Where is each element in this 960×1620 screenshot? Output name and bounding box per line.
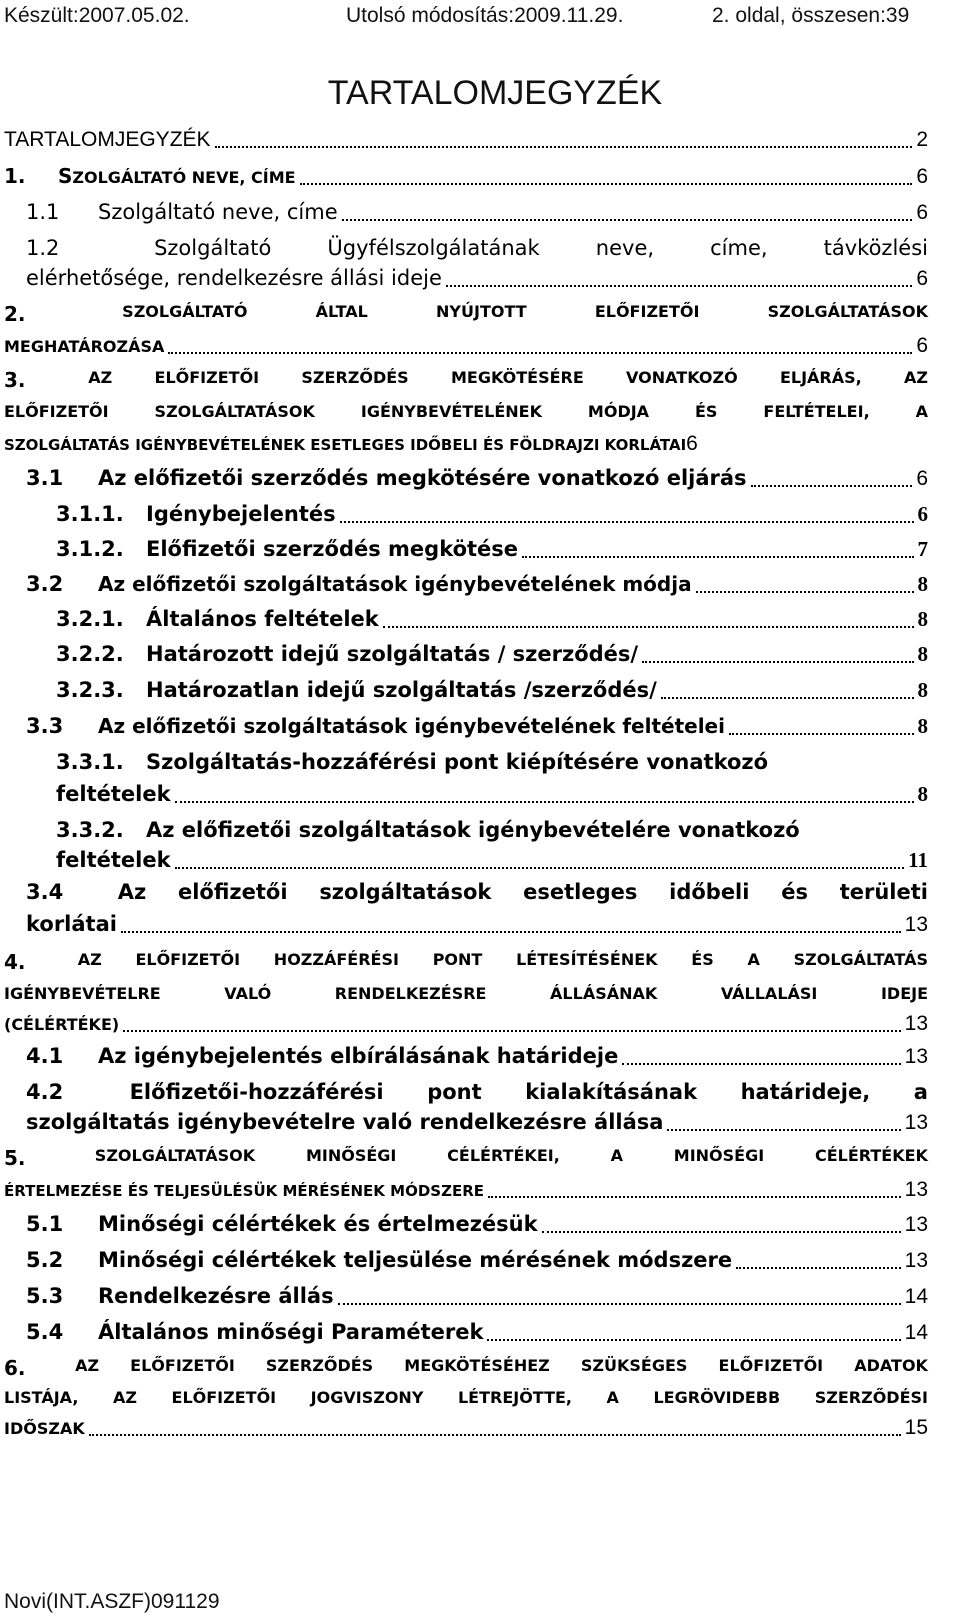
leader-dots (488, 1196, 901, 1198)
leader-dots (215, 146, 913, 148)
toc-entry-5-2[interactable]: 5.2 Minőségi célértékek teljesülése mérésének módszere 13 (26, 1248, 928, 1272)
toc-entry-5-4[interactable]: 5.4 Általános minőségi Paraméterek 14 (26, 1320, 928, 1344)
leader-dots (622, 1063, 900, 1065)
leader-dots (736, 1267, 900, 1269)
leader-dots (89, 1434, 901, 1436)
leader-dots (729, 733, 914, 735)
toc-entry-2-cont[interactable]: MEGHATÁROZÁSA 6 (4, 334, 928, 357)
leader-dots (121, 931, 901, 933)
toc-entry-3-4[interactable]: 3.4 Az előfizetői szolgáltatások esetleges időbeli és területi (26, 880, 928, 904)
leader-dots (542, 1231, 901, 1233)
toc-entry-3-3-2[interactable]: 3.3.2. Az előfizetői szolgáltatások igénybevételére vonatkozó (56, 818, 800, 842)
toc-entry-6-cont[interactable]: LISTÁJA, AZ ELŐFIZETŐI JOGVISZONY LÉTREJÖTTE, A LEGRÖVIDEBB SZERZŐDÉSI (4, 1388, 928, 1407)
leader-dots (175, 801, 914, 803)
toc-entry-5-3[interactable]: 5.3 Rendelkezésre állás 14 (26, 1284, 928, 1308)
leader-dots (300, 183, 913, 185)
leader-dots (487, 1339, 900, 1341)
page-title: TARTALOMJEGYZÉK (327, 74, 663, 112)
toc-entry-3-3[interactable]: 3.3 Az előfizetői szolgáltatások igénybevételének feltételei 8 (26, 714, 928, 738)
leader-dots (383, 626, 914, 628)
toc-entry-1-2-cont[interactable]: elérhetősége, rendelkezésre állási ideje 6 (26, 266, 928, 290)
toc-entry-5-1[interactable]: 5.1 Minőségi célértékek és értelmezésük 13 (26, 1212, 928, 1236)
leader-dots (751, 485, 913, 487)
toc-entry-3-3-2-cont[interactable]: feltételek 11 (56, 848, 928, 872)
toc-entry-1-2[interactable]: 1.2 Szolgáltató Ügyfélszolgálatának neve, címe, távközlési (26, 236, 928, 260)
toc-entry-1-1[interactable]: 1.1 Szolgáltató neve, címe 6 (26, 200, 928, 224)
page-info: 2. oldal, összesen:39 (712, 4, 910, 27)
footer-doc-id: Novi(INT.ASZF)091129 (4, 1590, 220, 1613)
toc-entry-3-1-1[interactable]: 3.1.1. Igénybejelentés 6 (56, 502, 928, 526)
toc-entry-3-2-1[interactable]: 3.2.1. Általános feltételek 8 (56, 607, 928, 631)
toc-entry-4-2-cont[interactable]: szolgáltatás igénybevételre való rendelkezésre állása 13 (26, 1110, 928, 1134)
toc-entry-3-1[interactable]: 3.1 Az előfizetői szerződés megkötésére vonatkozó eljárás 6 (26, 466, 928, 490)
toc-entry-3-1-2[interactable]: 3.1.2. Előfizetői szerződés megkötése 7 (56, 537, 928, 561)
leader-dots (642, 661, 913, 663)
leader-dots (168, 352, 912, 354)
toc-entry-4-cont2[interactable]: (CÉLÉRTÉKE) 13 (4, 1012, 928, 1035)
toc-entry-3-3-1-cont[interactable]: feltételek 8 (56, 782, 928, 806)
toc-entry-3-4-cont[interactable]: korlátai 13 (26, 912, 928, 936)
leader-dots (522, 556, 913, 558)
toc-entry-3[interactable]: 3. AZ ELŐFIZETŐI SZERZŐDÉS MEGKÖTÉSÉRE VONATKOZÓ ELJÁRÁS, AZ (4, 368, 928, 392)
leader-dots (338, 1303, 901, 1305)
toc-entry-5-cont[interactable]: ÉRTELMEZÉSE ÉS TELJESÜLÉSÜK MÉRÉSÉNEK MÓDSZERE 13 (4, 1178, 928, 1201)
toc-entry-3-cont2[interactable]: SZOLGÁLTATÁS IGÉNYBEVÉTELÉNEK ESETLEGES IDŐBELI ÉS FÖLDRAJZI KORLÁTAI 6 (4, 432, 698, 455)
leader-dots (446, 285, 912, 287)
toc-entry-2[interactable]: 2. SZOLGÁLTATÓ ÁLTAL NYÚJTOTT ELŐFIZETŐI SZOLGÁLTATÁSOK (4, 302, 928, 326)
toc-entry-toc[interactable]: TARTALOMJEGYZÉK 2 (4, 128, 928, 151)
toc-entry-6-cont2[interactable]: IDŐSZAK 15 (4, 1416, 928, 1439)
toc-entry-3-3-1[interactable]: 3.3.1. Szolgáltatás-hozzáférési pont kiépítésére vonatkozó (56, 750, 769, 774)
leader-dots (175, 867, 905, 869)
leader-dots (661, 697, 914, 699)
toc-entry-3-2-3[interactable]: 3.2.3. Határozatlan idejű szolgáltatás /szerződés/ 8 (56, 678, 928, 702)
leader-dots (667, 1129, 900, 1131)
toc-entry-4-1[interactable]: 4.1 Az igénybejelentés elbírálásának határideje 13 (26, 1044, 928, 1068)
leader-dots (340, 521, 914, 523)
toc-entry-5[interactable]: 5. SZOLGÁLTATÁSOK MINŐSÉGI CÉLÉRTÉKEI, A MINŐSÉGI CÉLÉRTÉKEK (4, 1146, 928, 1170)
modified-date: Utolsó módosítás:2009.11.29. (346, 4, 624, 27)
leader-dots (696, 591, 914, 593)
toc-entry-3-2-2[interactable]: 3.2.2. Határozott idejű szolgáltatás / szerződés/ 8 (56, 642, 928, 666)
toc-entry-1[interactable]: 1. SZOLGÁLTATÓ NEVE, CÍME 6 (4, 164, 928, 188)
toc-entry-3-2[interactable]: 3.2 Az előfizetői szolgáltatások igénybevételének módja 8 (26, 572, 928, 596)
toc-entry-4-cont[interactable]: IGÉNYBEVÉTELRE VALÓ RENDELKEZÉSRE ÁLLÁSÁNAK VÁLLALÁSI IDEJE (4, 984, 928, 1003)
created-date: Készült:2007.05.02. (4, 4, 190, 27)
toc-entry-4-2[interactable]: 4.2 Előfizetői-hozzáférési pont kialakításának határideje, a (26, 1080, 928, 1104)
toc-entry-3-cont[interactable]: ELŐFIZETŐI SZOLGÁLTATÁSOK IGÉNYBEVÉTELÉNEK MÓDJA ÉS FELTÉTELEI, A (4, 402, 928, 421)
toc-entry-4[interactable]: 4. AZ ELŐFIZETŐI HOZZÁFÉRÉSI PONT LÉTESÍTÉSÉNEK ÉS A SZOLGÁLTATÁS (4, 950, 928, 974)
leader-dots (342, 219, 913, 221)
toc-entry-6[interactable]: 6. AZ ELŐFIZETŐI SZERZŐDÉS MEGKÖTÉSÉHEZ SZÜKSÉGES ELŐFIZETŐI ADATOK (4, 1356, 928, 1380)
leader-dots (123, 1030, 900, 1032)
